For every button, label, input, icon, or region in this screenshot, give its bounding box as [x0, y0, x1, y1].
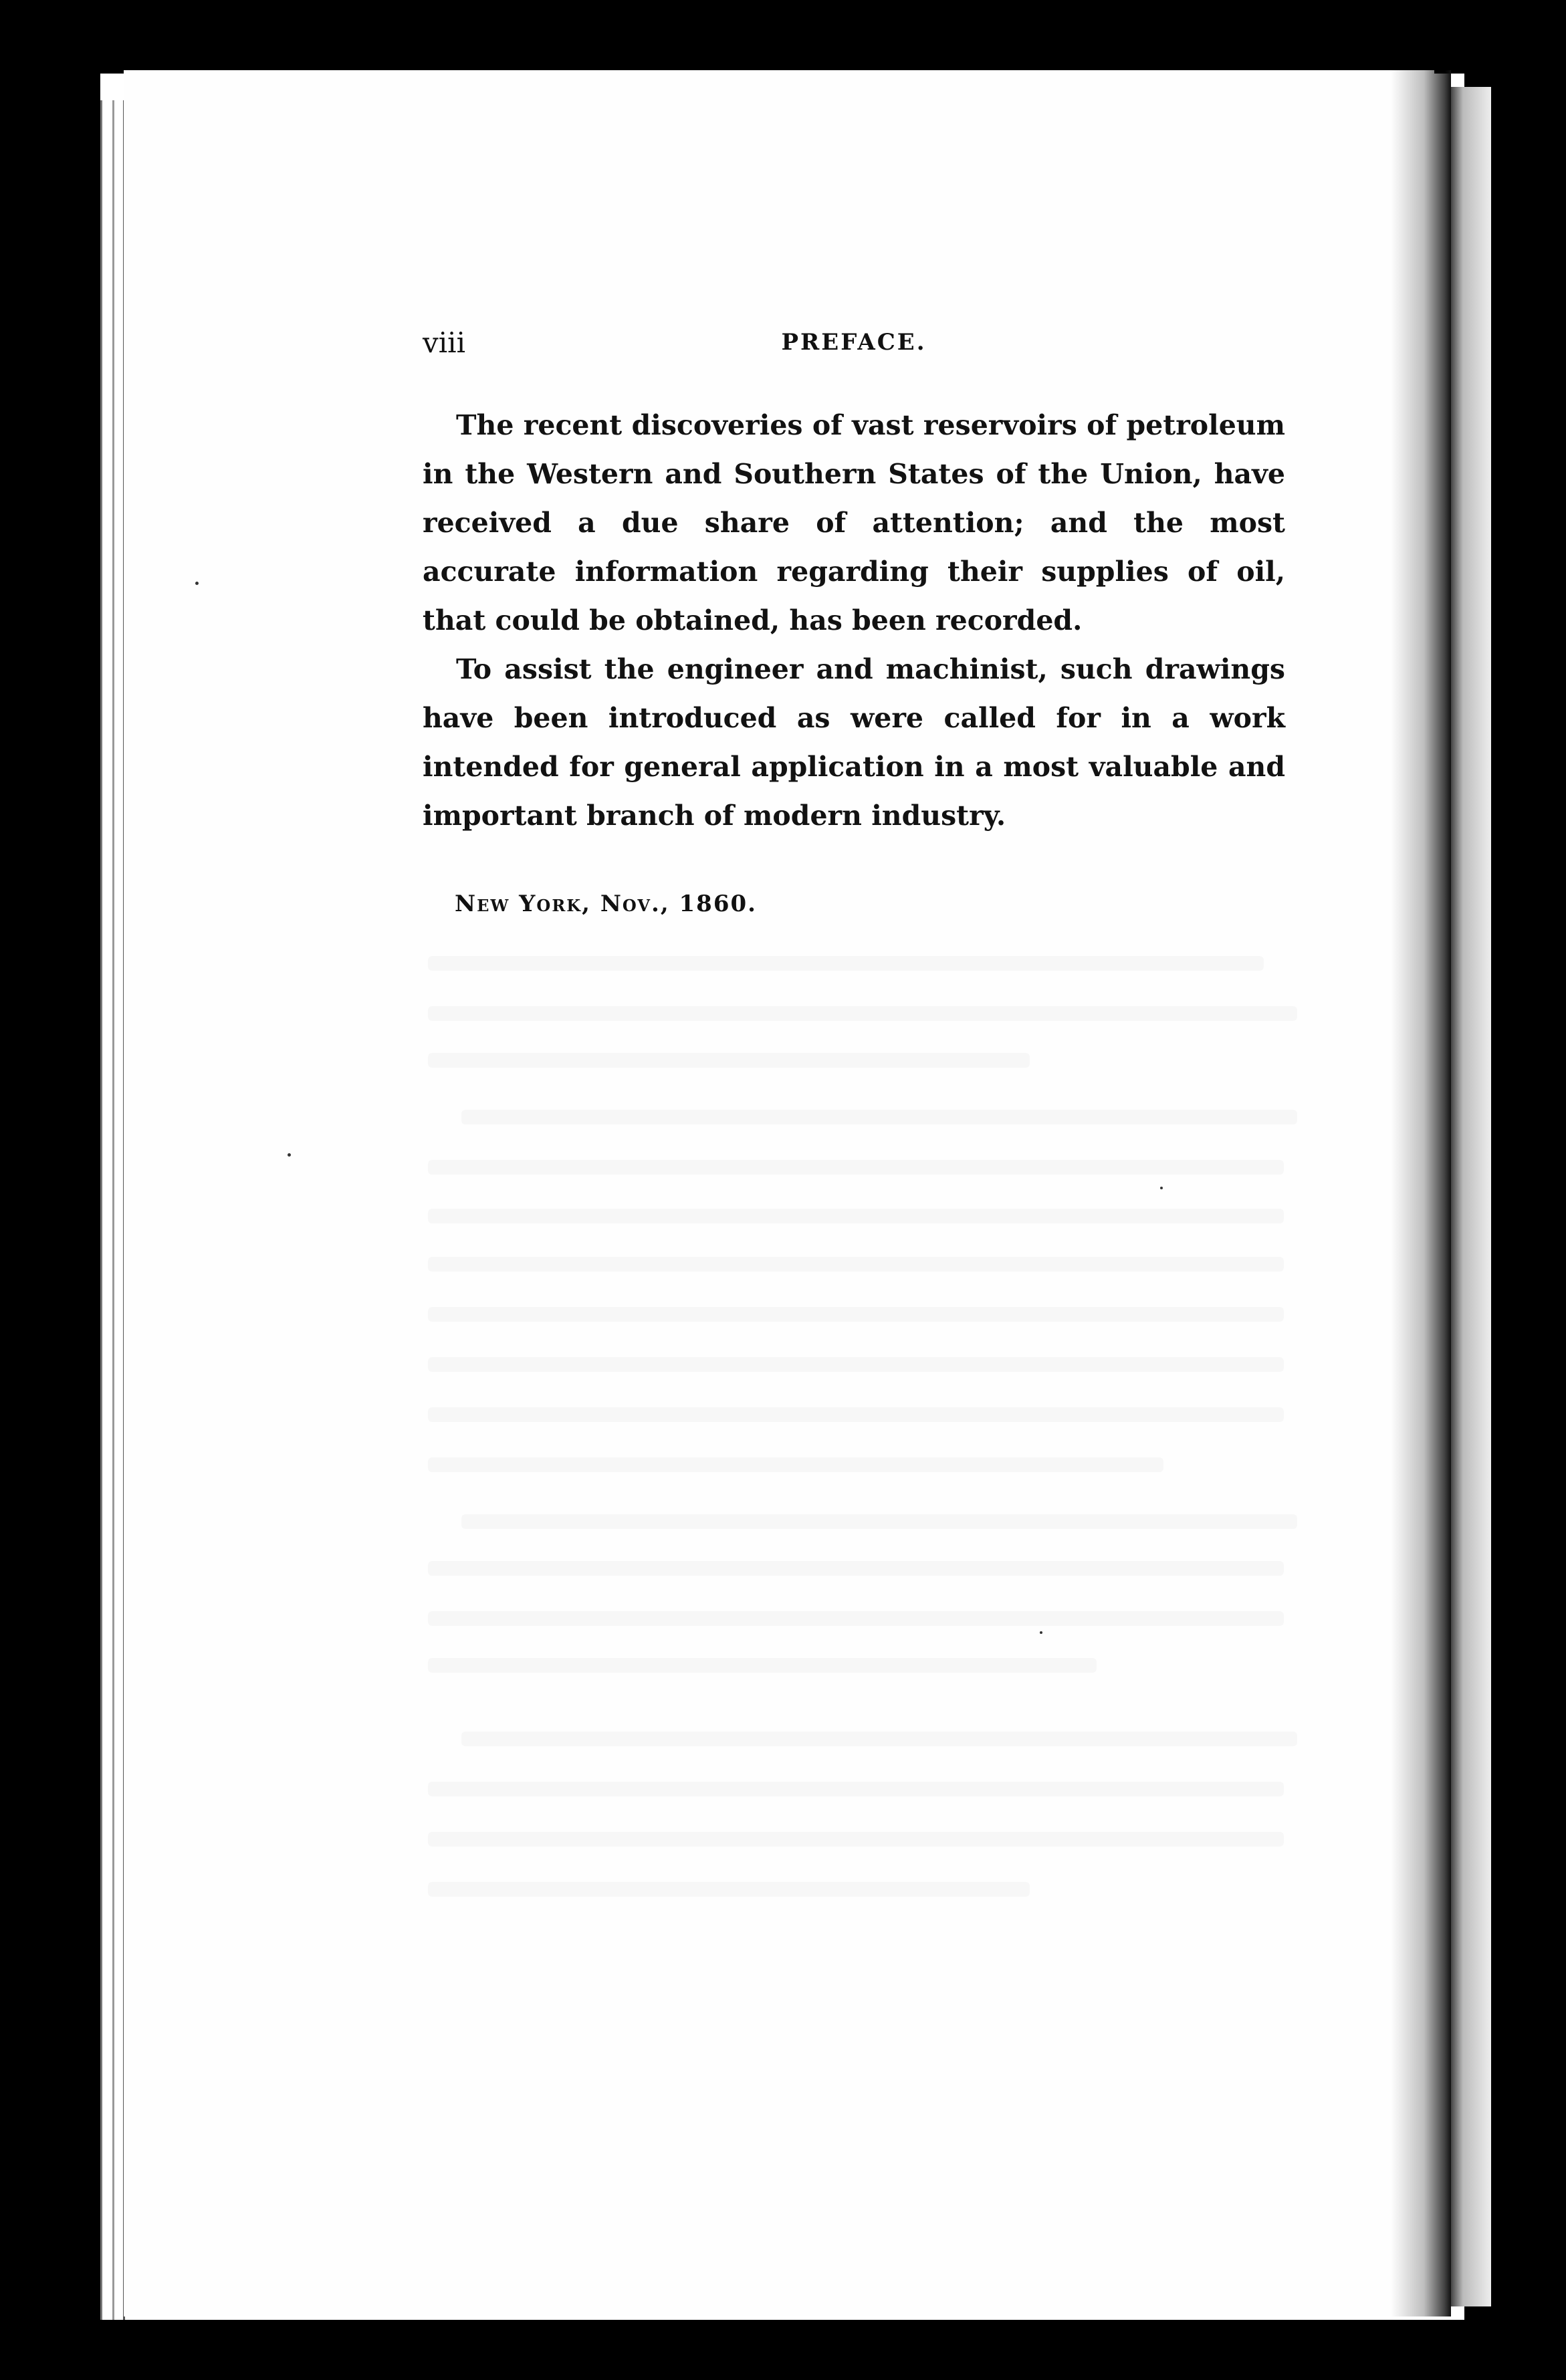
speck: [195, 582, 199, 585]
paragraph: To assist the engineer and machinist, such drawings have been introduced as were called for in a work intended for general application in a most valuable and important branch of modern industry.: [423, 653, 1285, 832]
bleed-through-line: [428, 1782, 1284, 1796]
bleed-through-line: [461, 1514, 1297, 1529]
speck: [288, 1153, 291, 1157]
running-head: PREFACE.: [781, 329, 927, 356]
bleed-through-line: [461, 1110, 1297, 1124]
page-header: [423, 326, 1285, 364]
bleed-through-line: [428, 1882, 1030, 1897]
bleed-through-line: [428, 1307, 1284, 1322]
paragraph: The recent discoveries of vast reservoirs of petroleum in the Western and Southern States of the Union, have received a due share of attention; and the most accurate information regarding their supplies of oil, that could be obtained, has been recorded.: [423, 409, 1285, 636]
bleed-through-line: [428, 1209, 1284, 1223]
gutter-shadow: [1391, 70, 1451, 2316]
bleed-through-line: [428, 1457, 1163, 1472]
bleed-through-line: [428, 1053, 1030, 1068]
bleed-through-line: [428, 1160, 1284, 1175]
bleed-through-line: [428, 1658, 1097, 1673]
bleed-through-line: [428, 1832, 1284, 1847]
bleed-through-line: [428, 1561, 1284, 1576]
page-number: viii: [423, 326, 466, 359]
bleed-through-line: [428, 956, 1264, 971]
scanner-background-top: [0, 0, 1566, 74]
scanner-background-left: [0, 0, 100, 2380]
facing-page-edge: [1451, 87, 1491, 2306]
bleed-through-line: [461, 1732, 1297, 1746]
dateline: New York, Nov., 1860.: [455, 890, 757, 917]
bleed-through-line: [428, 1611, 1284, 1626]
bleed-through-line: [428, 1006, 1297, 1021]
speck: [1040, 1631, 1042, 1634]
preface-body: [423, 401, 1285, 840]
bleed-through-line: [428, 1407, 1284, 1422]
scanner-background-bottom: [0, 2320, 1566, 2380]
bleed-through-line: [428, 1257, 1284, 1272]
bleed-through-line: [428, 1357, 1284, 1372]
speck: [1160, 1187, 1163, 1189]
